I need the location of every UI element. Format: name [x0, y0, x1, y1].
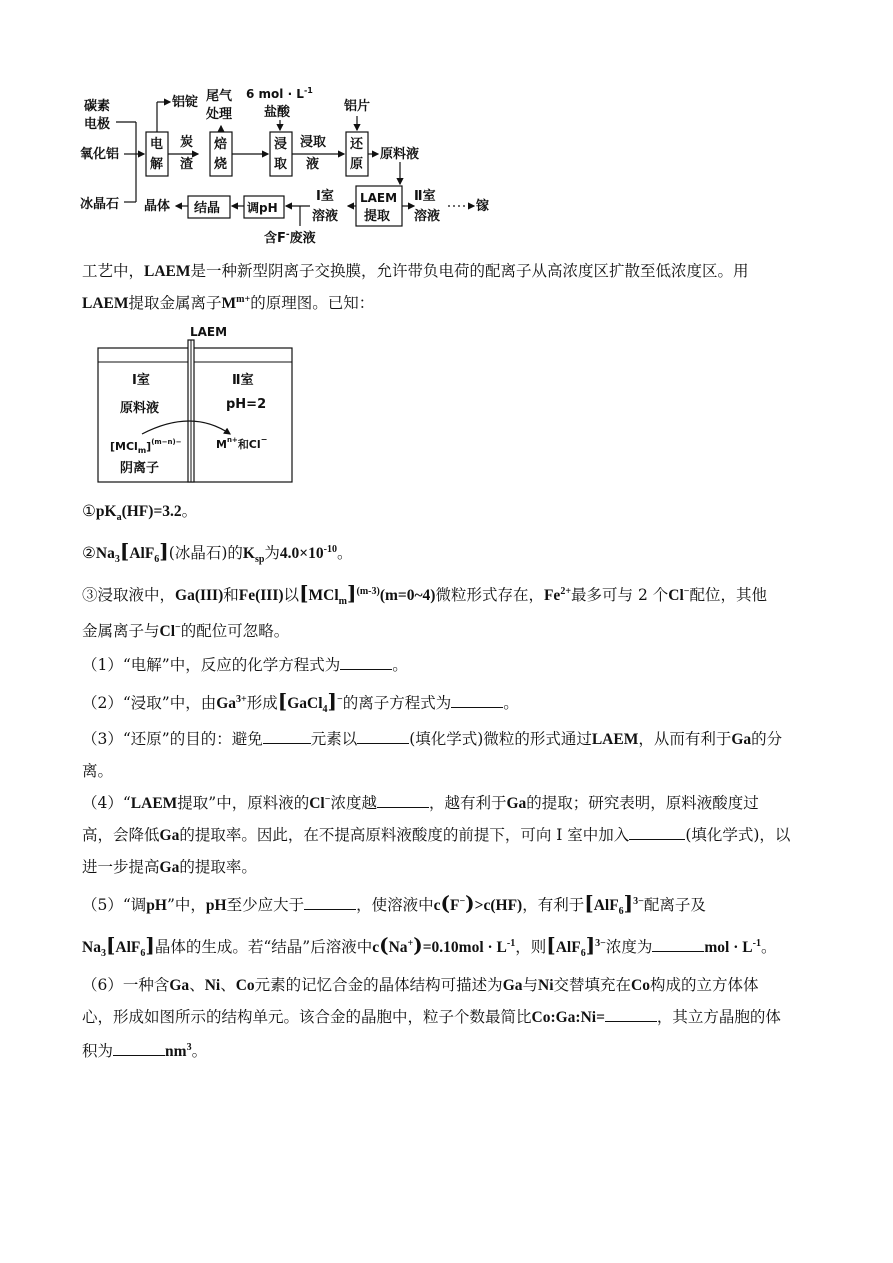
answer-blank-q1[interactable] [340, 655, 392, 670]
input-cryolite: 冰晶石 [80, 197, 120, 212]
reduction-label-2: 原 [350, 157, 364, 172]
aluminium-ingot-label: 铝锭 [172, 95, 199, 110]
chamber-2-ph: pH=2 [226, 397, 267, 412]
question-4-line-2: 高，会降低Ga的提取率。因此，在不提高原料液酸度的前提下，可向 I 室中加入 (填化学式)，以 [82, 826, 791, 844]
input-carbon-electrode-2: 电极 [84, 117, 111, 132]
aluminium-sheet-label: 铝片 [344, 99, 371, 114]
answer-blank-q4-concentration[interactable] [377, 793, 429, 808]
laem-cell-diagram [92, 322, 298, 486]
chamber-1-anion: 阴离子 [120, 461, 160, 476]
carbon-residue-label-2: 渣 [180, 157, 194, 172]
chamber-1-title: Ⅰ室 [132, 373, 150, 388]
answer-blank-q3-element[interactable] [263, 729, 311, 744]
reduction-label-1: 还 [350, 137, 364, 152]
chamber-2-solution-label-1: Ⅱ室 [414, 189, 436, 204]
chamber-2-ions: $M^{n+}$和Cl− [216, 435, 268, 451]
chamber-1-solution-label-2: 溶液 [312, 209, 339, 224]
membrane-label: LAEM [190, 325, 228, 339]
crystal-label: 晶体 [144, 199, 171, 214]
input-alumina: 氧化铝 [80, 147, 120, 162]
known-4: 金属离子与Cl−的配位可忽略。 [82, 621, 290, 640]
known-3: ③浸取液中，Ga(III)和Fe(III)以$[MCl_m]^{(m-3)}(m=0\sim 4)$微粒形式存在，$Fe^{2+}$最多可与 2 个Cl−配位，其他 [82, 581, 767, 608]
chamber-1-feed: 原料液 [120, 401, 160, 416]
answer-blank-q5-ph[interactable] [304, 895, 356, 910]
leaching-label-2: 取 [274, 157, 288, 172]
intro-line-2: LAEM提取金属离子$M^{m+}$的原理图。已知： [82, 293, 375, 312]
answer-blank-q3-formula[interactable] [357, 729, 409, 744]
acid-concentration-label: 6 mol · $L^{-1}$ [246, 86, 313, 101]
question-5-line-2: $Na_3[AlF_6]$晶体的生成。若“结晶”后溶液中$c(Na^+)=0.10mol \cdot L^{-1}$，则$[AlF_6]^{3-}$浓度为 mol · $L^{-1}$。 [82, 933, 777, 960]
electrolysis-label-1: 电 [150, 137, 164, 152]
question-5-line-1: （5）“调pH”中，pH至少应大于 ，使溶液中c(F−)>c(HF)，有利于$[AlF_6]^{3-}$配离子及 [82, 891, 706, 918]
gallium-product-label: 镓 [476, 199, 490, 214]
crystallization-label: 结晶 [194, 201, 221, 216]
chamber-2-title: Ⅱ室 [232, 373, 254, 388]
question-3-line-1: （3）“还原”的目的：避免 元素以 (填化学式)微粒的形式通过LAEM，从而有利于Ga的分 [82, 730, 783, 748]
chamber-1-ion: $[MCl_m]^{(m-n)-}$ [110, 438, 182, 455]
roasting-label-1: 焙 [214, 137, 228, 152]
known-1: $①pK_a(HF)=3.2$。 [82, 502, 198, 524]
question-4-line-1: （4）“LAEM提取”中，原料液的Cl−浓度越 ，越有利于Ga的提取；研究表明，原料液酸度过 [82, 793, 759, 812]
question-1: （1）“电解”中，反应的化学方程式为 。 [82, 656, 408, 674]
leachate-label-1: 浸取 [300, 135, 327, 150]
input-carbon-electrode-1: 碳素 [84, 99, 111, 114]
hydrochloric-acid-label: 盐酸 [264, 105, 291, 120]
answer-blank-q6-ratio[interactable] [605, 1007, 657, 1022]
extraction-label: 提取 [364, 209, 391, 224]
known-2: $②Na_3[AlF_6]$(冰晶石)的$K_{sp}$为$4.0\times 10^{-10}$。 [82, 539, 353, 566]
question-6-line-2: 心，形成如图所示的结构单元。该合金的晶胞中，粒子个数最简比Co:Ga:Ni= ，其立方晶胞的体 [82, 1008, 781, 1026]
process-flow-diagram [78, 86, 508, 250]
roasting-label-2: 烧 [214, 157, 228, 172]
answer-blank-q4-additive[interactable] [629, 825, 685, 840]
tail-gas-label-1: 尾气 [206, 89, 233, 104]
question-6-line-3: 积为 $nm^3$。 [82, 1041, 208, 1060]
answer-blank-q6-volume[interactable] [113, 1041, 165, 1056]
answer-blank-q2[interactable] [451, 693, 503, 708]
answer-blank-q5-concentration[interactable] [652, 937, 704, 952]
carbon-residue-label-1: 炭 [180, 135, 194, 150]
question-6-line-1: （6）一种含Ga、Ni、Co元素的记忆合金的晶体结构可描述为Ga与Ni交替填充在Co构成的立方体体 [82, 976, 759, 994]
question-3-line-2: 离。 [82, 762, 114, 780]
fluoride-waste-label: 含F-废液 [264, 230, 316, 246]
question-4-line-3: 进一步提高Ga的提取率。 [82, 858, 257, 876]
adjust-ph-label: 调pH [247, 201, 278, 215]
chamber-1-solution-label-1: Ⅰ室 [316, 189, 334, 204]
tail-gas-label-2: 处理 [206, 107, 233, 122]
chamber-2-solution-label-2: 溶液 [414, 209, 441, 224]
intro-line-1: 工艺中，LAEM是一种新型阴离子交换膜，允许带负电荷的配离子从高浓度区扩散至低浓度区。用 [82, 262, 749, 280]
laem-label: LAEM [360, 191, 398, 205]
leaching-label-1: 浸 [274, 137, 288, 152]
question-2: （2）“浸取”中，由$Ga^{3+}$形成[GaCl$_4$]−的离子方程式为 。 [82, 689, 519, 716]
feed-solution-label: 原料液 [380, 147, 420, 162]
leachate-label-2: 液 [306, 157, 320, 172]
electrolysis-label-2: 解 [150, 157, 164, 172]
